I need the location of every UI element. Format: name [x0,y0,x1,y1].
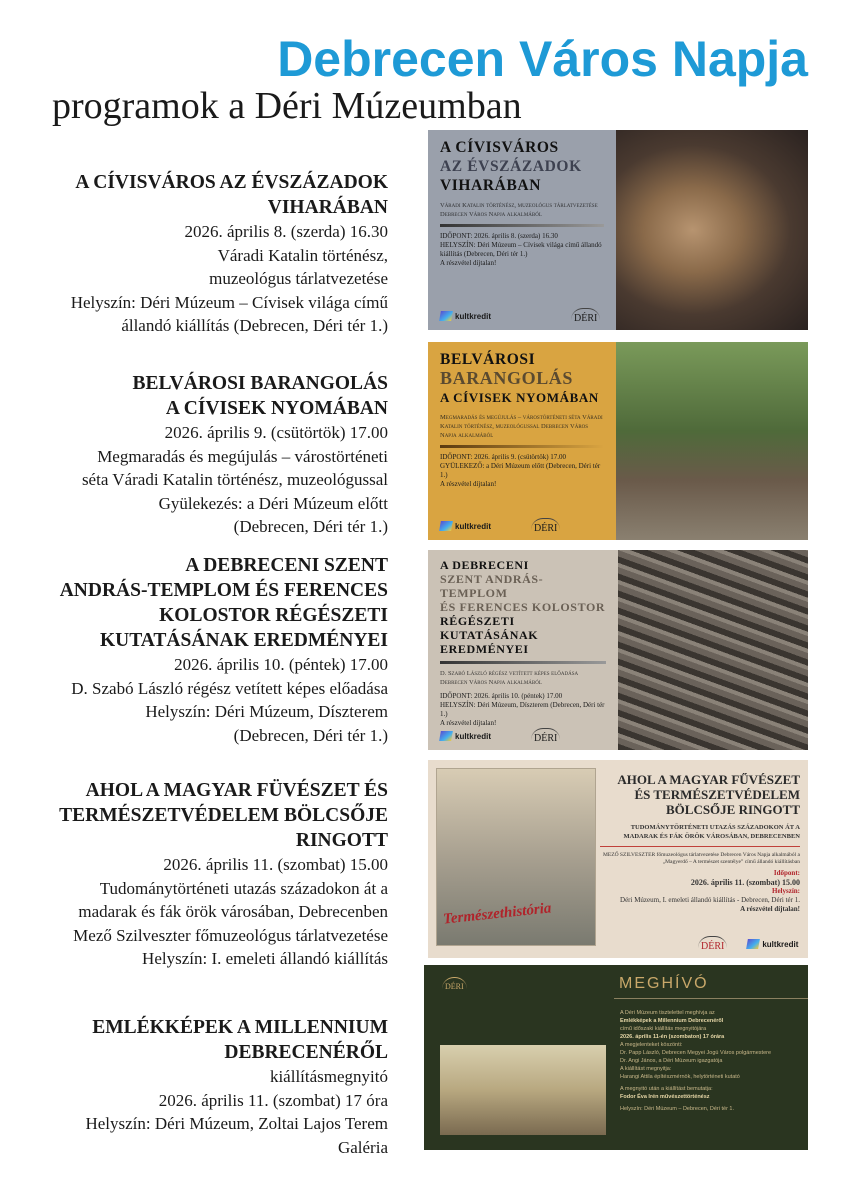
event-line: Tudománytörténeti utazás századokon át a [99,878,388,898]
poster-info: 2026. április 11. (szombat) 15.00 [690,878,800,887]
poster-info: Dr. Angi János, a Déri Múzeum igazgatója [620,1058,723,1064]
kultkredit-logo [747,939,798,949]
poster-belvarosi-barangolas [428,342,808,540]
event-3 [8,553,388,747]
kultkredit-logo [440,521,491,531]
deri-museum-logo: DÉRI [571,308,600,324]
event-2 [8,371,388,539]
deri-museum-logo: DÉRI [698,936,727,952]
deri-museum-logo: DÉRI [531,728,560,744]
poster-info: A megjelenteket köszönti: [620,1042,683,1048]
event-title: AHOL A MAGYAR FÜVÉSZET ÉS [85,780,388,801]
poster-info: A részvétel díjtalan! [440,480,497,488]
poster-info: IDŐPONT: 2026. április 8. (szerda) 16.30 [440,232,558,240]
event-4 [8,778,388,971]
book-title: Természethistória [442,900,553,928]
event-line: Helyszín: I. emeleti állandó kiállítás [142,949,388,968]
poster-subtitle: Megmaradás és megújulás – várostörténeti séta Váradi Katalin történész, muzeológussal Debrecen Város Napja alkalmából [440,414,603,439]
event-line: (Debrecen, Déri tér 1.) [233,725,388,745]
poster-info: A Déri Múzeum tisztelettel meghívja az [620,1010,715,1016]
event-line: 2026. április 10. (péntek) 17.00 [174,655,388,674]
poster-info: Harangi Attila építészmérnök, helytörténeti kutató [620,1074,740,1080]
event-line: Mező Szilveszter főmuzeológus tárlatvezetése [73,925,388,945]
poster-heading: VIHARÁBAN [440,177,541,194]
event-line: séta Váradi Katalin történész, muzeológussal [81,470,388,489]
poster-info: Emlékképek a Millennium Debrecenéről [620,1018,724,1024]
poster-subtitle: TUDOMÁNYTÖRTÉNETI UTAZÁS SZÁZADOKON ÁT A MADARAK ÉS FÁK ÖRÖK VÁROSÁBAN, DEBRECENBEN [623,824,800,840]
poster-info: Fodor Éva Irén művészettörténész [620,1094,710,1100]
poster-info: Helyszín: [772,887,800,895]
kultkredit-label: kultkredit [455,521,492,531]
kultkredit-logo [440,311,491,321]
poster-subtitle: Váradi Katalin történész, muzeológus tárlatvezetése Debrecen Város Napja alkalmából [440,202,598,218]
poster-heading: BELVÁROSI [440,351,536,368]
poster-info: A részvétel díjtalan! [440,259,497,267]
event-line: kiállításmegnyitó [269,1067,388,1086]
poster-heading: AHOL A MAGYAR FŰVÉSZET [617,772,800,787]
poster-heading: ÉS FERENCES KOLOSTOR [440,600,606,614]
poster-fuveszet [428,760,808,958]
event-title: A CÍVISVÁROS AZ ÉVSZÁZADOK [75,172,388,193]
event-line: madarak és fák örök városában, Debrecenben [78,902,388,921]
event-line: 2026. április 11. (szombat) 15.00 [163,855,388,874]
event-line: Galéria [337,1137,388,1157]
event-line: állandó kiállítás (Debrecen, Déri tér 1.) [121,316,388,335]
divider [440,445,604,448]
poster-info: A részvétel díjtalan! [440,719,497,727]
kultkredit-logo [440,731,491,741]
poster-info: HELYSZÍN: Déri Múzeum – Cívisek világa című állandó kiállítás (Debrecen, Déri tér 1.) [440,241,602,258]
event-line: D. Szabó László régész vetített képes előadása [71,678,388,698]
event-line: Helyszín: Déri Múzeum, Zoltai Lajos Terem [85,1114,388,1133]
event-title: A DEBRECENI SZENT [185,555,388,576]
event-line: Megmaradás és megújulás – várostörténeti [97,446,388,466]
kultkredit-icon [746,939,760,949]
excavation-photo [618,550,808,750]
divider [614,998,808,999]
kultkredit-icon [439,731,453,741]
poster-heading: AZ ÉVSZÁZADOK [440,158,582,175]
deri-museum-logo: DÉRI [442,977,467,991]
poster-civisvaros [428,130,808,330]
poster-heading: BARANGOLÁS [440,368,574,388]
kultkredit-label: kultkredit [455,311,492,321]
kultkredit-label: kultkredit [762,939,799,949]
poster-heading: EREDMÉNYEI [440,642,529,656]
event-line: 2026. április 11. (szombat) 17 óra [158,1090,388,1110]
poster-info: A kiállítást megnyitja: [620,1066,672,1072]
deri-museum-logo: DÉRI [531,518,560,534]
event-line: Gyülekezés: a Déri Múzeum előtt [158,493,388,513]
event-title: DEBRECENÉRŐL [224,1042,388,1063]
poster-info: GYÜLEKEZŐ: a Déri Múzeum előtt (Debrecen, Déri tér 1.) [440,462,601,479]
poster-heading: BÖLCSŐJE RINGOTT [665,802,800,817]
event-title: VIHARÁBAN [267,197,388,218]
poster-heading: A CÍVISEK NYOMÁBAN [440,390,599,405]
poster-info: című időszaki kiállítás megnyitójára [620,1026,707,1032]
event-title: KUTATÁSÁNAK EREDMÉNYEI [99,630,388,651]
kultkredit-label: kultkredit [455,731,492,741]
event-line: muzeológus tárlatvezetése [209,269,388,288]
event-line: Helyszín: Déri Múzeum – Cívisek világa című [70,292,388,312]
millennium-street-painting [440,1045,606,1135]
poster-info: IDŐPONT: 2026. április 9. (csütörtök) 17.00 [440,453,567,461]
event-line: 2026. április 8. (szerda) 16.30 [184,222,388,241]
divider [440,661,606,664]
kultkredit-icon [439,521,453,531]
event-title: A CÍVISEK NYOMÁBAN [165,398,388,419]
poster-meghivo [424,965,808,1150]
poster-info: Helyszín: Déri Múzeum – Debrecen, Déri tér 1. [620,1106,735,1112]
event-title: BELVÁROSI BARANGOLÁS [132,373,388,394]
event-title: EMLÉKKÉPEK A MILLENNIUM [92,1017,388,1038]
poster-info: HELYSZÍN: Déri Múzeum, Díszterem (Debrecen, Déri tér 1.) [440,701,605,718]
event-title: RINGOTT [295,830,388,851]
poster-heading: RÉGÉSZETI KUTATÁSÁNAK [440,614,539,642]
poster-szent-andras [428,550,808,750]
page-subtitle: programok a Déri Múzeumban [52,85,522,127]
poster-heading: A CÍVISVÁROS [440,139,559,156]
kultkredit-icon [439,311,453,321]
poster-heading: MEGHÍVÓ [619,975,709,992]
poster-info: Déri Múzeum, I. emeleti állandó kiállítás - Debrecen, Déri tér 1. [620,896,800,904]
event-line: Helyszín: Déri Múzeum, Díszterem [145,702,388,721]
poster-info: Időpont: [773,869,800,877]
poster-info: IDŐPONT: 2026. április 10. (péntek) 17.00 [440,692,563,700]
poster-info: 2026. április 11-én (szombaton) 17 órára [620,1034,725,1040]
event-1 [8,170,388,338]
event-5 [8,1015,388,1159]
poster-heading: ÉS TERMÉSZETVÉDELEM [634,787,800,802]
divider [440,224,604,227]
poster-info: MEZŐ SZILVESZTER főmuzeológus tárlatvezetése Debrecen Város Napja alkalmából a „Magyerdő – A természet szentélye” című állandó kiállításban [602,852,800,865]
poster-info: A megnyitó után a kiállítást bemutatja: [620,1086,713,1092]
walking-tour-photo [616,342,808,540]
event-line: 2026. április 9. (csütörtök) 17.00 [164,423,388,442]
event-title: KOLOSTOR RÉGÉSZETI [159,605,388,626]
poster-subtitle: D. Szabó László régész vetített képes előadása Debrecen Város Napja alkalmából [440,670,579,686]
page-title: Debrecen Város Napja [277,31,808,87]
event-line: (Debrecen, Déri tér 1.) [233,517,388,536]
poster-info: A részvétel díjtalan! [740,905,800,913]
poster-heading: SZENT ANDRÁS-TEMPLOM [440,572,544,600]
poster-info: Dr. Papp László, Debrecen Megyei Jogú Város polgármestere [620,1050,772,1056]
event-title: ANDRÁS-TEMPLOM ÉS FERENCES [59,580,388,601]
poster-heading: A DEBRECENI [440,558,529,572]
event-title: TERMÉSZETVÉDELEM BÖLCSŐJE [59,805,388,826]
exhibition-photo [616,130,808,330]
divider [600,846,800,847]
event-line: Váradi Katalin történész, [217,245,388,265]
book-cover-image [436,768,596,946]
